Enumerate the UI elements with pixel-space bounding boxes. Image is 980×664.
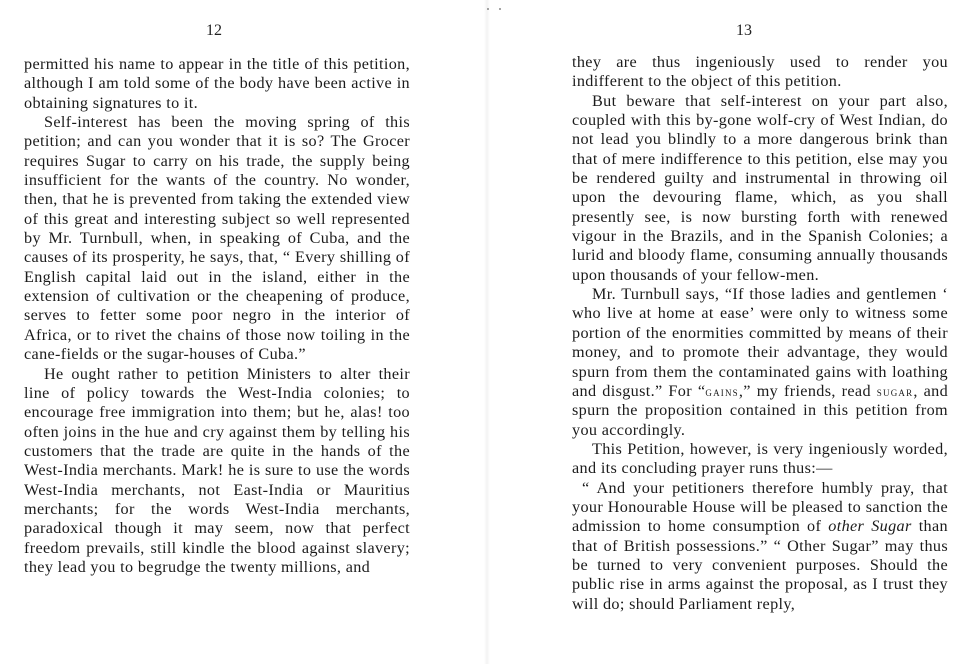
other-sugar-italic: other Sugar (828, 517, 912, 536)
left-paragraph-2: Self-interest has been the moving spring of this petition; and can you wonder that it is so? The Grocer requires Sugar to carry on his trade, the supply being insufficient for the wants of the country. No wonder, then, that he is prevented from taking the extended view of this great and interesting subject so well represented by Mr. Turnbull, when, in speaking of Cuba, and the causes of its prosperity, he says, that, “ Every shilling of English capital laid out in the island, either in the extension of cultivation or the cheapening of produce, serves to fetter some poor negro in the interior of Africa, or to rivet the chains of those now toiling in the cane-fields or the sugar-houses of Cuba.” (24, 113, 410, 364)
left-page (0, 0, 470, 664)
right-page-text (572, 53, 948, 614)
right-paragraph-5: “ And your petitioners therefore humbly pray, that your Honourable House will be pleased to sanction the admission to home consumption of other Sugar than that of British possessions.” “ Other Sugar” may thus be turned to very convenient purposes. Should the public rise in arms against the proposal, as I trust they will do; should Parliament reply, (572, 478, 948, 613)
left-paragraph-1: permitted his name to appear in the title of this petition, although I am told some of the body have been active in obtaining signatures to it. (24, 55, 410, 112)
gains-small-caps: gains (705, 383, 739, 399)
right-paragraph-2: But beware that self-interest on your part also, coupled with this by-gone wolf-cry of West Indian, do not lead you blindly to a more dangerous brink than that of mere indifference to this petition, else may you be rendered guilty and instrumental in throwing oil upon the devouring flame, which, as you shall presently see, is now bursting forth with renewed vigour in the Brazils, and in the Spanish Colonies; a lurid and bloody flame, consuming annually thousands upon thousands of your fellow-men. (572, 91, 948, 284)
right-page (490, 0, 980, 664)
right-page-number: 13 (736, 22, 752, 39)
right-paragraph-1: they are thus ingeniously used to render you indifferent to the object of this petition. (572, 53, 948, 91)
right-paragraph-3: Mr. Turnbull says, “If those ladies and gentlemen ‘ who live at home at ease’ were only to witness some portion of the enormities committed by means of their money, and to promote their advantage, they would spurn from them the contaminated gains with loathing and disgust.” For “gains,” my friends, read sugar, and spurn the proposition contained in this petition from you accordingly. (572, 285, 949, 439)
left-page-text (24, 55, 410, 577)
sugar-small-caps: sugar (876, 383, 914, 399)
left-paragraph-3: He ought rather to petition Ministers to alter their line of policy towards the West-India colonies; to encourage free immigration into them; but he, alas! too often joins in the hue and cry against them by telling his customers that the trade are quite in the hands of the West-India merchants. Mark! he is sure to use the words West-India merchants, not East-India or Mauritius merchants; for the words West-India merchants, paradoxical though it may seem, now that perfect freedom prevails, still kindle the blood against slavery; they lead you to begrudge the twenty millions, and (24, 364, 410, 576)
print-speck (487, 8, 489, 10)
right-paragraph-4: This Petition, however, is very ingeniously worded, and its concluding prayer runs thus:— (572, 439, 948, 478)
left-page-number: 12 (206, 22, 222, 39)
